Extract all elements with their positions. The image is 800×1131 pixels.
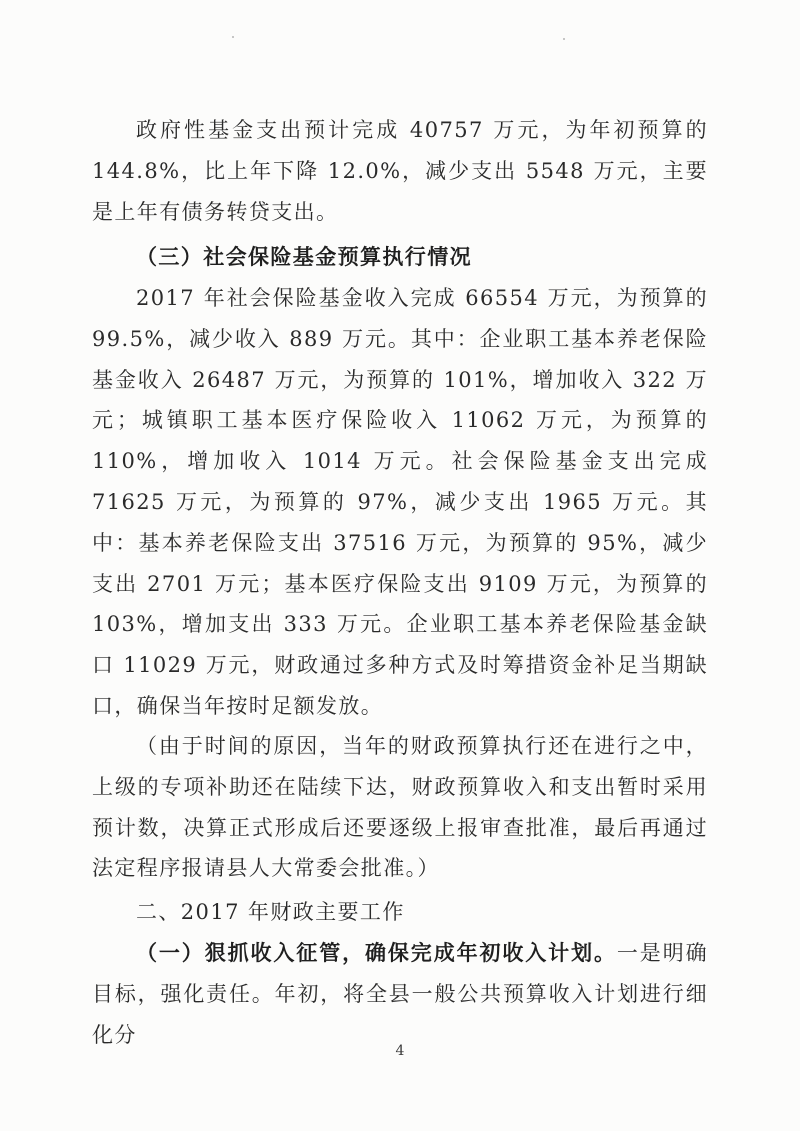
section-heading-social-insurance: （三）社会保险基金预算执行情况 xyxy=(136,245,472,269)
paragraph-social-insurance: 2017 年社会保险基金收入完成 66554 万元，为预算的 99.5%，减少收入 889 万元。其中：企业职工基本养老保险基金收入 26487 万元，为预算的 101%，增加收入 322 万元；城镇职工基本医疗保险收入 11062 万元，为预算的 110%，增加收入 1014 万元。社会保险基金支出完成 71625 万元，为预算的 97%，减少支出 1965 万元。其中：基本养老保险支出 37516 万元，为预算的 95%，减少支出 2701 万元；基本医疗保险支出 9109 万元，为预算的 103%，增加支出 333 万元。企业职工基本养老保险基金缺口 11029 万元，财政通过多种方式及时筹措资金补足当期缺口，确保当年按时足额发放。 xyxy=(92,286,708,718)
paragraph-lead-sentence: （一）狠抓收入征管，确保完成年初收入计划。 xyxy=(136,941,617,965)
paragraph-note: （由于时间的原因，当年的财政预算执行还在进行之中，上级的专项补助还在陆续下达，财政预算收入和支出暂时采用预计数，决算正式形成后还要逐级上报审查批准，最后再通过法定程序报请县人大常委会批准。） xyxy=(92,734,708,881)
paragraph-fund-expenditure: 政府性基金支出预计完成 40757 万元，为年初预算的 144.8%，比上年下降 12.0%，减少支出 5548 万元，主要是上年有债务转贷支出。 xyxy=(92,118,708,224)
section-heading-main-work: 二、2017 年财政主要工作 xyxy=(136,900,405,924)
page-number: 4 xyxy=(395,1043,405,1059)
scan-speck xyxy=(563,38,565,40)
paragraph-body-text: 一是明确目标，强化责任。年初，将全县一般公共预算收入计划进行细化分 xyxy=(92,941,708,1047)
paragraph-revenue-collection xyxy=(92,933,708,1055)
scan-speck xyxy=(232,36,234,38)
